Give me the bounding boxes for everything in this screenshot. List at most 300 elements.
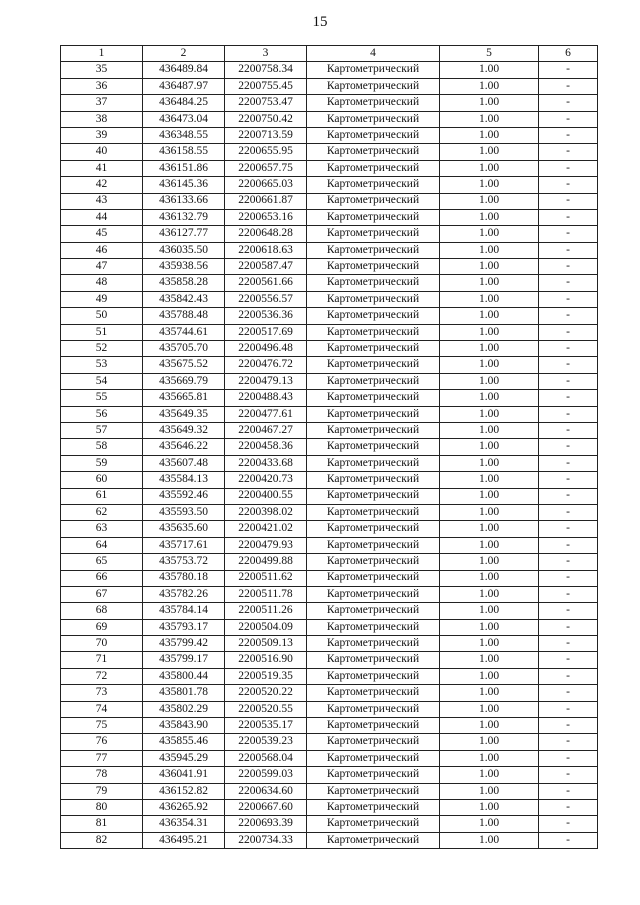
accuracy-cell: 1.00 — [440, 308, 539, 324]
point-number-cell: 46 — [61, 242, 143, 258]
accuracy-cell: 1.00 — [440, 734, 539, 750]
accuracy-cell: 1.00 — [440, 799, 539, 815]
column-header: 2 — [143, 46, 225, 62]
point-number-cell: 62 — [61, 504, 143, 520]
y-coordinate-cell: 2200499.88 — [225, 554, 307, 570]
note-cell: - — [539, 685, 598, 701]
x-coordinate-cell: 435607.48 — [143, 455, 225, 471]
accuracy-cell: 1.00 — [440, 750, 539, 766]
accuracy-cell: 1.00 — [440, 439, 539, 455]
y-coordinate-cell: 2200657.75 — [225, 160, 307, 176]
column-header: 6 — [539, 46, 598, 62]
note-cell: - — [539, 406, 598, 422]
x-coordinate-cell: 435705.70 — [143, 341, 225, 357]
point-number-cell: 51 — [61, 324, 143, 340]
y-coordinate-cell: 2200488.43 — [225, 390, 307, 406]
accuracy-cell: 1.00 — [440, 668, 539, 684]
x-coordinate-cell: 436152.82 — [143, 783, 225, 799]
table-row — [61, 488, 598, 504]
x-coordinate-cell: 436487.97 — [143, 78, 225, 94]
accuracy-cell: 1.00 — [440, 341, 539, 357]
y-coordinate-cell: 2200496.48 — [225, 341, 307, 357]
accuracy-cell: 1.00 — [440, 685, 539, 701]
y-coordinate-cell: 2200634.60 — [225, 783, 307, 799]
table-row — [61, 111, 598, 127]
table-row — [61, 668, 598, 684]
x-coordinate-cell: 436265.92 — [143, 799, 225, 815]
point-number-cell: 71 — [61, 652, 143, 668]
x-coordinate-cell: 436145.36 — [143, 177, 225, 193]
y-coordinate-cell: 2200556.57 — [225, 291, 307, 307]
x-coordinate-cell: 435799.17 — [143, 652, 225, 668]
y-coordinate-cell: 2200433.68 — [225, 455, 307, 471]
y-coordinate-cell: 2200504.09 — [225, 619, 307, 635]
method-cell: Картометрический — [307, 95, 440, 111]
y-coordinate-cell: 2200479.13 — [225, 373, 307, 389]
method-cell: Картометрический — [307, 308, 440, 324]
table-row — [61, 619, 598, 635]
table-row — [61, 799, 598, 815]
note-cell: - — [539, 177, 598, 193]
y-coordinate-cell: 2200713.59 — [225, 127, 307, 143]
method-cell: Картометрический — [307, 160, 440, 176]
table-row — [61, 324, 598, 340]
note-cell: - — [539, 668, 598, 684]
y-coordinate-cell: 2200618.63 — [225, 242, 307, 258]
x-coordinate-cell: 436035.50 — [143, 242, 225, 258]
note-cell: - — [539, 767, 598, 783]
point-number-cell: 80 — [61, 799, 143, 815]
x-coordinate-cell: 435593.50 — [143, 504, 225, 520]
accuracy-cell: 1.00 — [440, 406, 539, 422]
x-coordinate-cell: 436495.21 — [143, 832, 225, 848]
table-row — [61, 357, 598, 373]
x-coordinate-cell: 436484.25 — [143, 95, 225, 111]
note-cell: - — [539, 832, 598, 848]
table-row — [61, 373, 598, 389]
x-coordinate-cell: 435788.48 — [143, 308, 225, 324]
x-coordinate-cell: 435802.29 — [143, 701, 225, 717]
method-cell: Картометрический — [307, 554, 440, 570]
y-coordinate-cell: 2200568.04 — [225, 750, 307, 766]
table-row — [61, 816, 598, 832]
accuracy-cell: 1.00 — [440, 78, 539, 94]
method-cell: Картометрический — [307, 439, 440, 455]
method-cell: Картометрический — [307, 586, 440, 602]
x-coordinate-cell: 436158.55 — [143, 144, 225, 160]
method-cell: Картометрический — [307, 390, 440, 406]
x-coordinate-cell: 435938.56 — [143, 259, 225, 275]
table-row — [61, 209, 598, 225]
x-coordinate-cell: 435801.78 — [143, 685, 225, 701]
point-number-cell: 42 — [61, 177, 143, 193]
note-cell: - — [539, 718, 598, 734]
x-coordinate-cell: 435800.44 — [143, 668, 225, 684]
y-coordinate-cell: 2200536.36 — [225, 308, 307, 324]
table-row — [61, 685, 598, 701]
point-number-cell: 68 — [61, 603, 143, 619]
note-cell: - — [539, 816, 598, 832]
table-row — [61, 242, 598, 258]
y-coordinate-cell: 2200520.22 — [225, 685, 307, 701]
y-coordinate-cell: 2200400.55 — [225, 488, 307, 504]
method-cell: Картометрический — [307, 619, 440, 635]
point-number-cell: 44 — [61, 209, 143, 225]
method-cell: Картометрический — [307, 488, 440, 504]
method-cell: Картометрический — [307, 62, 440, 78]
point-number-cell: 70 — [61, 636, 143, 652]
table-row — [61, 95, 598, 111]
point-number-cell: 52 — [61, 341, 143, 357]
note-cell: - — [539, 701, 598, 717]
accuracy-cell: 1.00 — [440, 718, 539, 734]
table-row — [61, 455, 598, 471]
point-number-cell: 60 — [61, 472, 143, 488]
y-coordinate-cell: 2200539.23 — [225, 734, 307, 750]
note-cell: - — [539, 750, 598, 766]
accuracy-cell: 1.00 — [440, 767, 539, 783]
accuracy-cell: 1.00 — [440, 619, 539, 635]
method-cell: Картометрический — [307, 209, 440, 225]
x-coordinate-cell: 435858.28 — [143, 275, 225, 291]
point-number-cell: 45 — [61, 226, 143, 242]
x-coordinate-cell: 435945.29 — [143, 750, 225, 766]
note-cell: - — [539, 209, 598, 225]
table-row — [61, 586, 598, 602]
point-number-cell: 63 — [61, 521, 143, 537]
point-number-cell: 38 — [61, 111, 143, 127]
method-cell: Картометрический — [307, 521, 440, 537]
x-coordinate-cell: 435584.13 — [143, 472, 225, 488]
accuracy-cell: 1.00 — [440, 488, 539, 504]
method-cell: Картометрический — [307, 291, 440, 307]
note-cell: - — [539, 636, 598, 652]
accuracy-cell: 1.00 — [440, 570, 539, 586]
x-coordinate-cell: 436132.79 — [143, 209, 225, 225]
x-coordinate-cell: 435753.72 — [143, 554, 225, 570]
table-row — [61, 177, 598, 193]
note-cell: - — [539, 652, 598, 668]
y-coordinate-cell: 2200561.66 — [225, 275, 307, 291]
x-coordinate-cell: 435665.81 — [143, 390, 225, 406]
method-cell: Картометрический — [307, 341, 440, 357]
note-cell: - — [539, 357, 598, 373]
note-cell: - — [539, 734, 598, 750]
x-coordinate-cell: 435649.35 — [143, 406, 225, 422]
y-coordinate-cell: 2200519.35 — [225, 668, 307, 684]
accuracy-cell: 1.00 — [440, 701, 539, 717]
table-row — [61, 439, 598, 455]
method-cell: Картометрический — [307, 783, 440, 799]
note-cell: - — [539, 422, 598, 438]
x-coordinate-cell: 436151.86 — [143, 160, 225, 176]
accuracy-cell: 1.00 — [440, 259, 539, 275]
y-coordinate-cell: 2200467.27 — [225, 422, 307, 438]
table-row — [61, 259, 598, 275]
point-number-cell: 61 — [61, 488, 143, 504]
point-number-cell: 74 — [61, 701, 143, 717]
y-coordinate-cell: 2200661.87 — [225, 193, 307, 209]
note-cell: - — [539, 455, 598, 471]
table-row — [61, 537, 598, 553]
point-number-cell: 49 — [61, 291, 143, 307]
note-cell: - — [539, 127, 598, 143]
x-coordinate-cell: 435842.43 — [143, 291, 225, 307]
accuracy-cell: 1.00 — [440, 177, 539, 193]
point-number-cell: 67 — [61, 586, 143, 602]
table-row — [61, 652, 598, 668]
y-coordinate-cell: 2200477.61 — [225, 406, 307, 422]
y-coordinate-cell: 2200734.33 — [225, 832, 307, 848]
page-number: 15 — [312, 14, 328, 30]
method-cell: Картометрический — [307, 799, 440, 815]
method-cell: Картометрический — [307, 603, 440, 619]
x-coordinate-cell: 435669.79 — [143, 373, 225, 389]
table-row — [61, 62, 598, 78]
y-coordinate-cell: 2200693.39 — [225, 816, 307, 832]
table-row — [61, 636, 598, 652]
accuracy-cell: 1.00 — [440, 160, 539, 176]
y-coordinate-cell: 2200511.78 — [225, 586, 307, 602]
y-coordinate-cell: 2200750.42 — [225, 111, 307, 127]
method-cell: Картометрический — [307, 472, 440, 488]
method-cell: Картометрический — [307, 373, 440, 389]
table-row — [61, 390, 598, 406]
note-cell: - — [539, 308, 598, 324]
table-row — [61, 193, 598, 209]
point-number-cell: 56 — [61, 406, 143, 422]
point-number-cell: 50 — [61, 308, 143, 324]
note-cell: - — [539, 62, 598, 78]
accuracy-cell: 1.00 — [440, 390, 539, 406]
point-number-cell: 59 — [61, 455, 143, 471]
x-coordinate-cell: 436354.31 — [143, 816, 225, 832]
method-cell: Картометрический — [307, 701, 440, 717]
y-coordinate-cell: 2200587.47 — [225, 259, 307, 275]
note-cell: - — [539, 570, 598, 586]
accuracy-cell: 1.00 — [440, 783, 539, 799]
accuracy-cell: 1.00 — [440, 636, 539, 652]
x-coordinate-cell: 435855.46 — [143, 734, 225, 750]
accuracy-cell: 1.00 — [440, 95, 539, 111]
table-row — [61, 570, 598, 586]
table-row — [61, 275, 598, 291]
accuracy-cell: 1.00 — [440, 275, 539, 291]
method-cell: Картометрический — [307, 324, 440, 340]
x-coordinate-cell: 435649.32 — [143, 422, 225, 438]
y-coordinate-cell: 2200653.16 — [225, 209, 307, 225]
note-cell: - — [539, 488, 598, 504]
method-cell: Картометрический — [307, 242, 440, 258]
note-cell: - — [539, 226, 598, 242]
y-coordinate-cell: 2200516.90 — [225, 652, 307, 668]
method-cell: Картометрический — [307, 832, 440, 848]
table-row — [61, 406, 598, 422]
accuracy-cell: 1.00 — [440, 422, 539, 438]
method-cell: Картометрический — [307, 127, 440, 143]
point-number-cell: 57 — [61, 422, 143, 438]
note-cell: - — [539, 144, 598, 160]
y-coordinate-cell: 2200655.95 — [225, 144, 307, 160]
note-cell: - — [539, 259, 598, 275]
point-number-cell: 36 — [61, 78, 143, 94]
method-cell: Картометрический — [307, 504, 440, 520]
method-cell: Картометрический — [307, 537, 440, 553]
accuracy-cell: 1.00 — [440, 357, 539, 373]
note-cell: - — [539, 554, 598, 570]
table-row — [61, 226, 598, 242]
x-coordinate-cell: 435646.22 — [143, 439, 225, 455]
y-coordinate-cell: 2200458.36 — [225, 439, 307, 455]
note-cell: - — [539, 193, 598, 209]
x-coordinate-cell: 436348.55 — [143, 127, 225, 143]
note-cell: - — [539, 78, 598, 94]
point-number-cell: 77 — [61, 750, 143, 766]
note-cell: - — [539, 341, 598, 357]
table-row — [61, 127, 598, 143]
point-number-cell: 78 — [61, 767, 143, 783]
x-coordinate-cell: 435843.90 — [143, 718, 225, 734]
method-cell: Картометрический — [307, 750, 440, 766]
note-cell: - — [539, 242, 598, 258]
y-coordinate-cell: 2200755.45 — [225, 78, 307, 94]
accuracy-cell: 1.00 — [440, 291, 539, 307]
method-cell: Картометрический — [307, 636, 440, 652]
column-header: 4 — [307, 46, 440, 62]
table-row — [61, 734, 598, 750]
x-coordinate-cell: 435635.60 — [143, 521, 225, 537]
x-coordinate-cell: 435782.26 — [143, 586, 225, 602]
point-number-cell: 43 — [61, 193, 143, 209]
table-row — [61, 422, 598, 438]
note-cell: - — [539, 586, 598, 602]
x-coordinate-cell: 436133.66 — [143, 193, 225, 209]
accuracy-cell: 1.00 — [440, 62, 539, 78]
table-row — [61, 521, 598, 537]
x-coordinate-cell: 436041.91 — [143, 767, 225, 783]
table-row — [61, 160, 598, 176]
y-coordinate-cell: 2200479.93 — [225, 537, 307, 553]
x-coordinate-cell: 435780.18 — [143, 570, 225, 586]
coordinates-table — [60, 45, 598, 849]
point-number-cell: 69 — [61, 619, 143, 635]
note-cell: - — [539, 619, 598, 635]
y-coordinate-cell: 2200520.55 — [225, 701, 307, 717]
method-cell: Картометрический — [307, 718, 440, 734]
point-number-cell: 40 — [61, 144, 143, 160]
point-number-cell: 53 — [61, 357, 143, 373]
x-coordinate-cell: 435592.46 — [143, 488, 225, 504]
y-coordinate-cell: 2200667.60 — [225, 799, 307, 815]
accuracy-cell: 1.00 — [440, 144, 539, 160]
y-coordinate-cell: 2200421.02 — [225, 521, 307, 537]
table-row — [61, 504, 598, 520]
point-number-cell: 48 — [61, 275, 143, 291]
accuracy-cell: 1.00 — [440, 111, 539, 127]
method-cell: Картометрический — [307, 816, 440, 832]
accuracy-cell: 1.00 — [440, 537, 539, 553]
x-coordinate-cell: 435799.42 — [143, 636, 225, 652]
column-header: 5 — [440, 46, 539, 62]
accuracy-cell: 1.00 — [440, 521, 539, 537]
accuracy-cell: 1.00 — [440, 832, 539, 848]
method-cell: Картометрический — [307, 734, 440, 750]
accuracy-cell: 1.00 — [440, 324, 539, 340]
accuracy-cell: 1.00 — [440, 373, 539, 389]
table-row — [61, 341, 598, 357]
note-cell: - — [539, 111, 598, 127]
y-coordinate-cell: 2200509.13 — [225, 636, 307, 652]
accuracy-cell: 1.00 — [440, 193, 539, 209]
note-cell: - — [539, 373, 598, 389]
table-row — [61, 144, 598, 160]
point-number-cell: 73 — [61, 685, 143, 701]
table-header-row — [61, 46, 598, 62]
note-cell: - — [539, 504, 598, 520]
point-number-cell: 58 — [61, 439, 143, 455]
column-header: 1 — [61, 46, 143, 62]
note-cell: - — [539, 521, 598, 537]
method-cell: Картометрический — [307, 422, 440, 438]
accuracy-cell: 1.00 — [440, 504, 539, 520]
point-number-cell: 65 — [61, 554, 143, 570]
y-coordinate-cell: 2200535.17 — [225, 718, 307, 734]
point-number-cell: 72 — [61, 668, 143, 684]
method-cell: Картометрический — [307, 226, 440, 242]
method-cell: Картометрический — [307, 406, 440, 422]
note-cell: - — [539, 95, 598, 111]
note-cell: - — [539, 439, 598, 455]
table-row — [61, 750, 598, 766]
note-cell: - — [539, 275, 598, 291]
y-coordinate-cell: 2200511.26 — [225, 603, 307, 619]
table-row — [61, 472, 598, 488]
table-row — [61, 554, 598, 570]
method-cell: Картометрический — [307, 144, 440, 160]
method-cell: Картометрический — [307, 177, 440, 193]
method-cell: Картометрический — [307, 111, 440, 127]
accuracy-cell: 1.00 — [440, 455, 539, 471]
accuracy-cell: 1.00 — [440, 652, 539, 668]
y-coordinate-cell: 2200599.03 — [225, 767, 307, 783]
note-cell: - — [539, 160, 598, 176]
note-cell: - — [539, 390, 598, 406]
x-coordinate-cell: 436473.04 — [143, 111, 225, 127]
column-header: 3 — [225, 46, 307, 62]
note-cell: - — [539, 324, 598, 340]
method-cell: Картометрический — [307, 652, 440, 668]
method-cell: Картометрический — [307, 767, 440, 783]
x-coordinate-cell: 435784.14 — [143, 603, 225, 619]
point-number-cell: 37 — [61, 95, 143, 111]
table-row — [61, 832, 598, 848]
x-coordinate-cell: 435717.61 — [143, 537, 225, 553]
point-number-cell: 81 — [61, 816, 143, 832]
table-row — [61, 78, 598, 94]
point-number-cell: 41 — [61, 160, 143, 176]
table-row — [61, 291, 598, 307]
table-row — [61, 603, 598, 619]
point-number-cell: 55 — [61, 390, 143, 406]
method-cell: Картометрический — [307, 668, 440, 684]
y-coordinate-cell: 2200665.03 — [225, 177, 307, 193]
accuracy-cell: 1.00 — [440, 554, 539, 570]
y-coordinate-cell: 2200648.28 — [225, 226, 307, 242]
accuracy-cell: 1.00 — [440, 226, 539, 242]
y-coordinate-cell: 2200476.72 — [225, 357, 307, 373]
note-cell: - — [539, 291, 598, 307]
x-coordinate-cell: 435744.61 — [143, 324, 225, 340]
